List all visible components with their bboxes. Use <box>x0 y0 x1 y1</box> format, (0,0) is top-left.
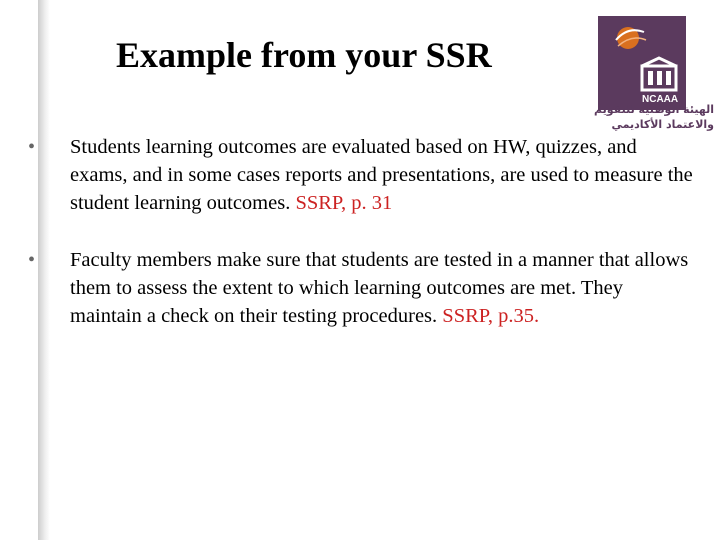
bullet-text <box>70 246 696 330</box>
bullet-item <box>28 246 696 330</box>
bullet-marker-icon: • <box>28 249 36 271</box>
slide-title: Example from your SSR <box>116 35 492 75</box>
bullet-list <box>28 133 696 359</box>
bullet-body: Students learning outcomes are evaluated based on HW, quizzes, and exams, and in some cases reports and presentations, are used to measure the student learning outcomes. <box>70 136 693 214</box>
logo-arabic-name <box>590 102 714 132</box>
ncaaa-logo <box>590 16 714 140</box>
logo-arabic-line-1: الهيئة الوطنية للتقويم <box>594 103 714 116</box>
logo-arabic-line-2: والاعتماد الأكاديمي <box>611 118 714 131</box>
bullet-reference: SSRP, p.35. <box>442 305 540 327</box>
bullet-item <box>28 133 696 217</box>
bullet-marker-icon: • <box>28 136 36 158</box>
logo-emblem <box>598 16 686 110</box>
bullet-reference: SSRP, p. 31 <box>295 192 393 214</box>
logo-emblem-icon <box>598 16 686 110</box>
logo-abbreviation: NCAAA <box>642 94 679 105</box>
bullet-body: Faculty members make sure that students are tested in a manner that allows them to assess the extent to which learning outcomes are met. They maintain a check on their testing procedures. <box>70 249 689 327</box>
bullet-text <box>70 133 696 217</box>
